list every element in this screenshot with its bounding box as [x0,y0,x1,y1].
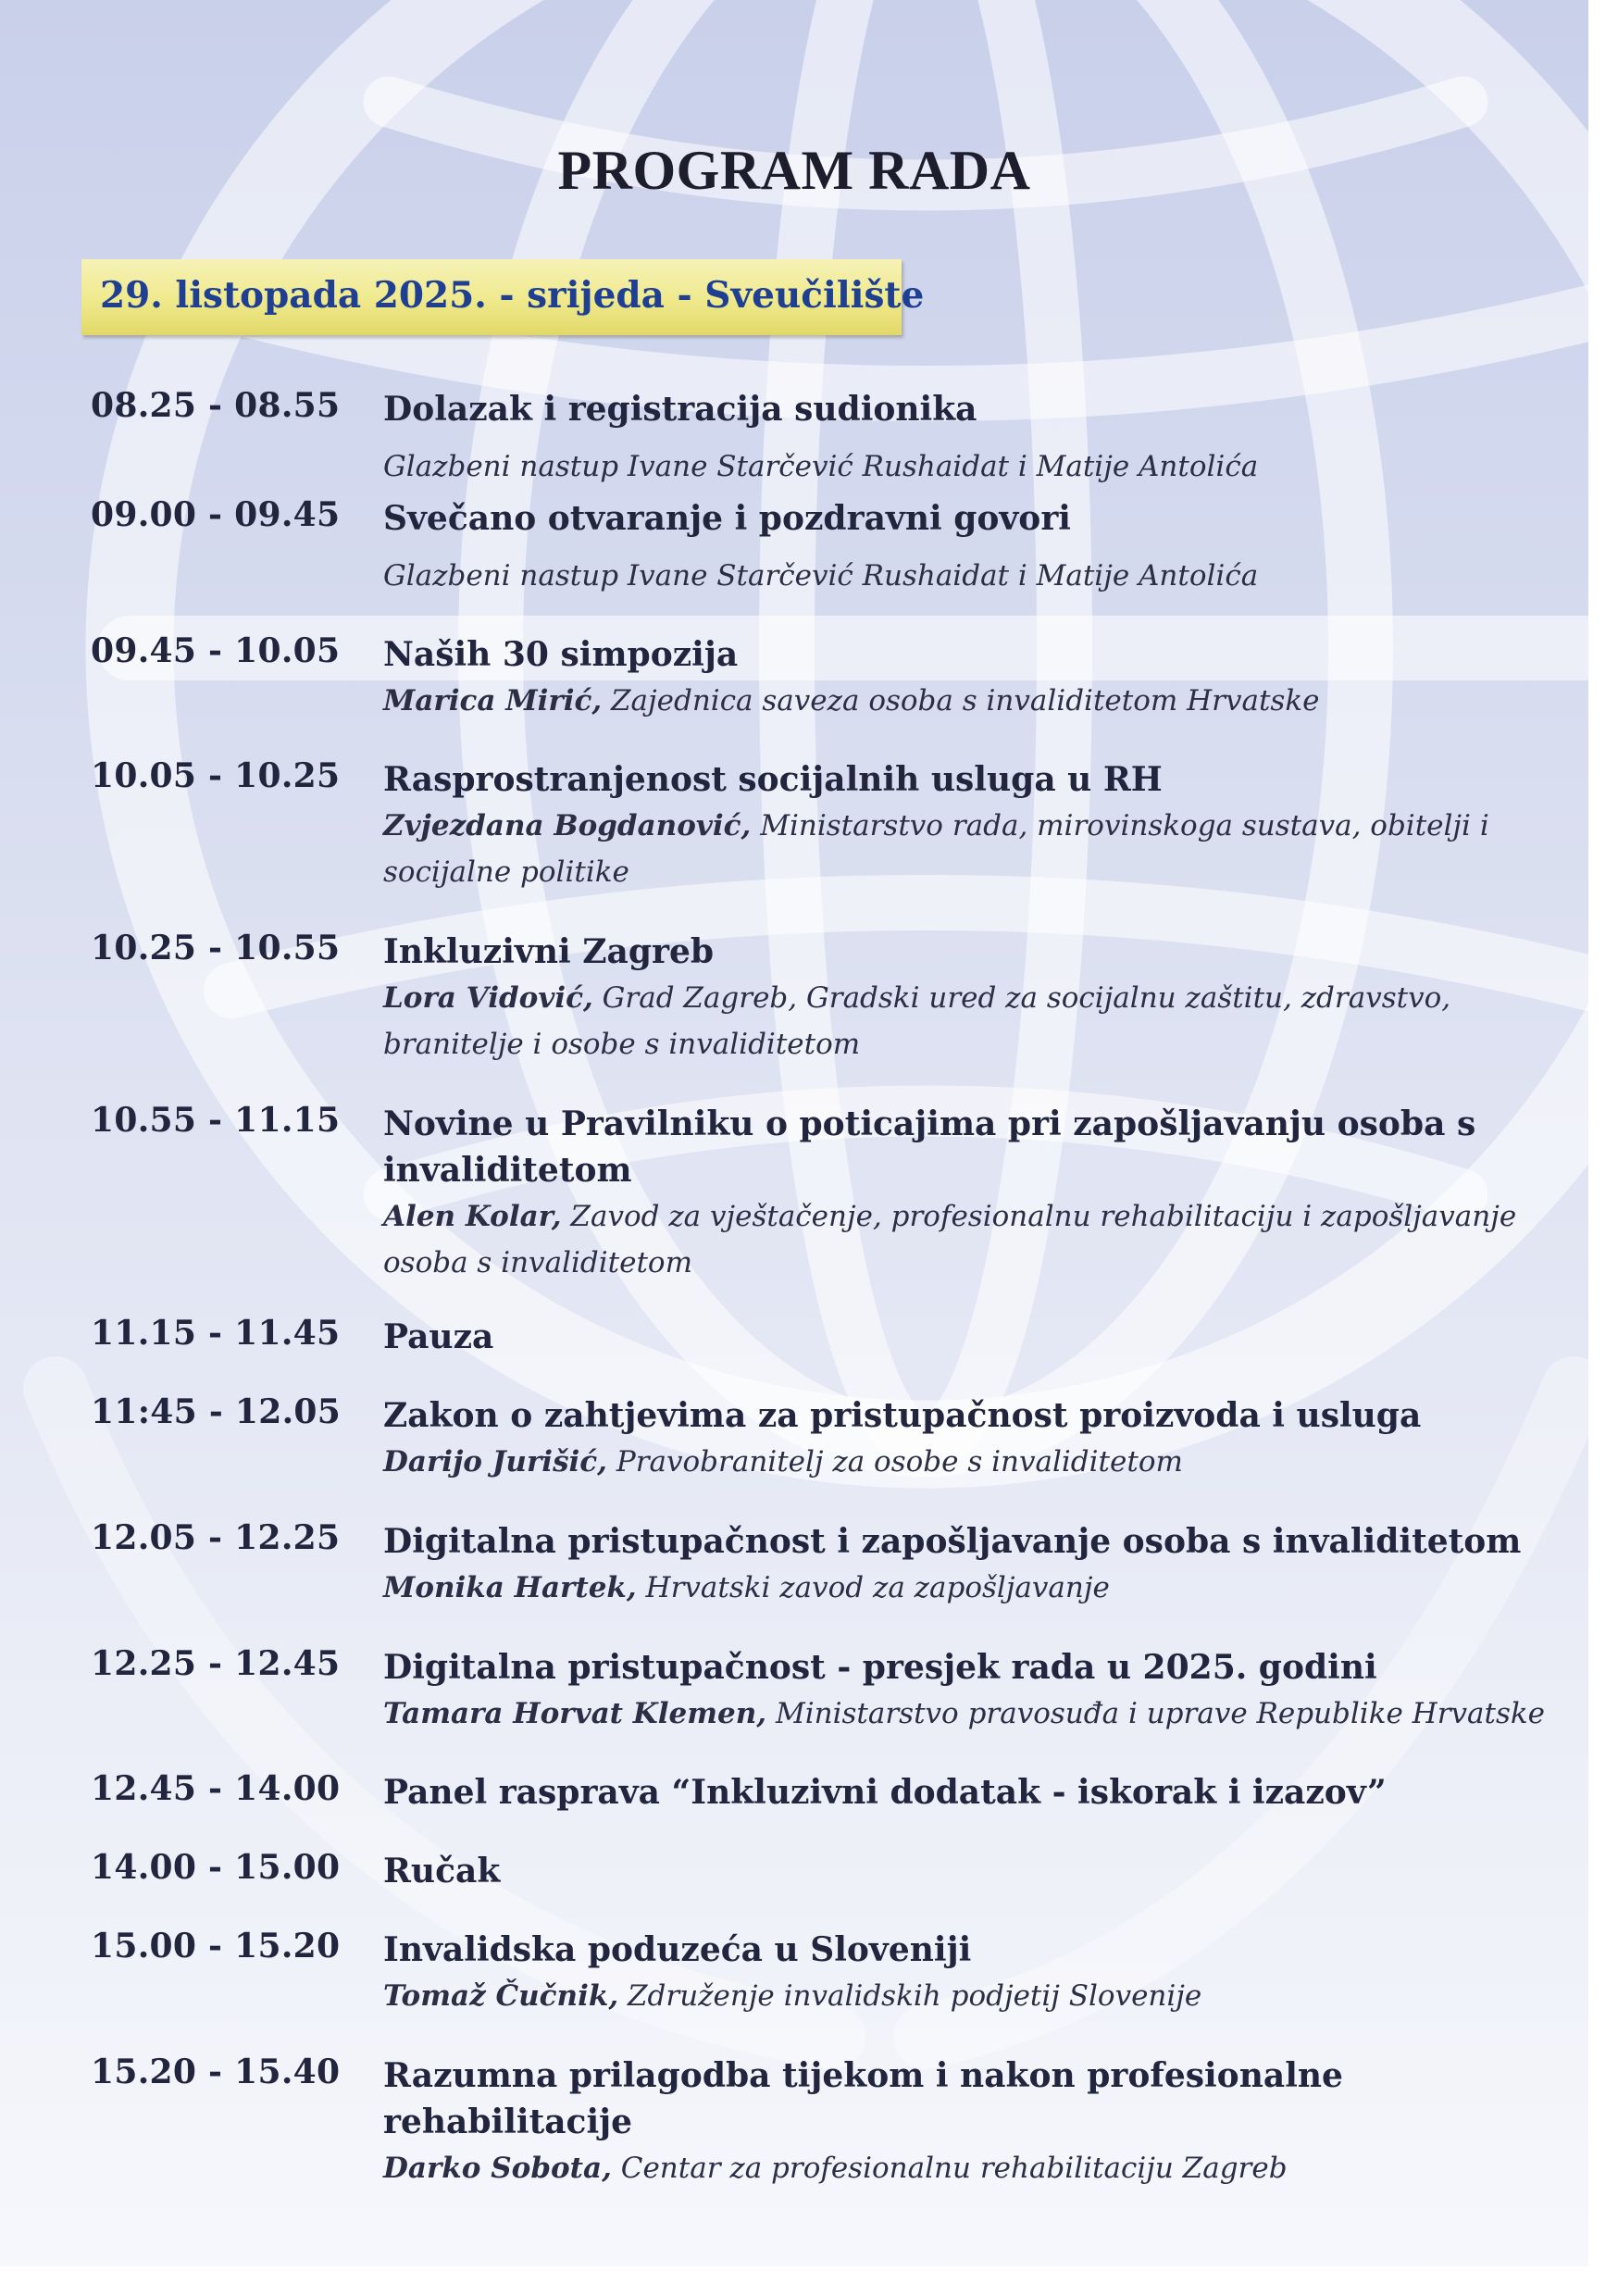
speaker-name: Darko Sobota, [383,2152,612,2185]
session-topic: Naših 30 simpozija [383,635,739,674]
session-speaker [383,803,1577,895]
session-speaker [383,2145,1577,2191]
session-topic: Invalidska poduzeća u Sloveniji [383,1930,972,1969]
time-slot: 12.25 - 12.45 [91,1644,341,1683]
session-topic: Rasprostranjenost socijalnih usluga u RH [383,760,1163,799]
speaker-name: Alen Kolar, [383,1200,562,1233]
date-banner-text: 29. listopada 2025. - srijeda - Sveučilište [100,274,925,317]
session-topic: Razumna prilagodba tijekom i nakon profesionalne rehabilitacije [383,2056,1343,2141]
time-slot: 10.25 - 10.55 [91,929,341,967]
session-topic: Inkluzivni Zagreb [383,932,715,971]
speaker-affiliation: Pravobranitelj za osobe s invaliditetom [606,1445,1183,1479]
speaker-name: Tomaž Čučnik, [383,1979,619,2013]
speaker-affiliation: Zavod za vještačenje, profesionalnu rehabilitaciju i zapošljavanje osoba s invaliditetom [383,1200,1517,1279]
session-speaker [383,1193,1577,1286]
page-title: PROGRAM RADA [557,140,1031,201]
session-topic: Novine u Pravilniku o poticajima pri zapošljavanju osoba s invaliditetom [383,1104,1476,1190]
session-topic: Dolazak i registracija sudionika [383,390,977,429]
time-slot: 09.00 - 09.45 [91,495,341,534]
session-topic: Digitalna pristupačnost - presjek rada u 2025. godini [383,1648,1377,1687]
time-slot: 15.20 - 15.40 [91,2053,341,2091]
session-topic: Zakon o zahtjevima za pristupačnost proizvoda i usluga [383,1396,1422,1435]
session-speaker [383,678,1577,724]
speaker-name: Marica Mirić, [383,684,603,718]
speaker-affiliation: Grad Zagreb, Gradski ured za socijalnu zaštitu, zdravstvo, branitelje i osobe s invaliditetom [383,981,1451,1061]
time-slot: 11:45 - 12.05 [91,1392,342,1431]
speaker-affiliation: Ministarstvo pravosuđa i uprave Republike Hrvatske [766,1697,1546,1730]
time-slot: 15.00 - 15.20 [91,1927,341,1965]
time-slot: 11.15 - 11.45 [91,1314,341,1353]
time-slot: 10.05 - 10.25 [91,756,341,795]
speaker-affiliation: Centar za profesionalnu rehabilitaciju Zagreb [611,2152,1288,2185]
session-topic: Ručak [383,1852,501,1890]
time-slot: 09.45 - 10.05 [91,631,341,670]
time-slot: 12.45 - 14.00 [91,1769,341,1808]
speaker-name: Darijo Jurišić, [383,1445,607,1479]
session-speaker [383,1565,1577,1611]
speaker-affiliation: Hrvatski zavod za zapošljavanje [636,1571,1110,1604]
session-note: Glazbeni nastup Ivane Starčević Rushaidat i Matije Antolića [383,450,1259,483]
session-topic: Digitalna pristupačnost i zapošljavanje osoba s invaliditetom [383,1522,1522,1561]
session-speaker [383,1973,1577,2019]
time-slot: 08.25 - 08.55 [91,386,341,425]
time-slot: 12.05 - 12.25 [91,1518,341,1557]
speaker-name: Monika Hartek, [383,1571,637,1604]
session-note: Glazbeni nastup Ivane Starčević Rushaidat i Matije Antolića [383,559,1259,593]
speaker-name: Tamara Horvat Klemen, [383,1697,767,1730]
session-speaker [383,1691,1577,1737]
session-topic: Pauza [383,1317,494,1356]
session-speaker [383,1439,1577,1485]
speaker-affiliation: Zajednica saveza osoba s invaliditetom Hrvatske [602,684,1320,718]
speaker-affiliation: Združenje invalidskih podjetij Slovenije [618,1979,1202,2013]
session-topic: Svečano otvaranje i pozdravni govori [383,499,1071,538]
time-slot: 10.55 - 11.15 [91,1101,341,1140]
speaker-affiliation: Ministarstvo rada, mirovinskoga sustava, obitelji i socijalne politike [383,809,1489,889]
speaker-name: Zvjezdana Bogdanović, [383,809,752,842]
date-banner [81,259,925,335]
time-slot: 14.00 - 15.00 [91,1848,341,1887]
speaker-name: Lora Vidović, [383,981,593,1015]
session-speaker [383,975,1577,1067]
session-topic: Panel rasprava “Inkluzivni dodatak - iskorak i izazov” [383,1773,1387,1812]
